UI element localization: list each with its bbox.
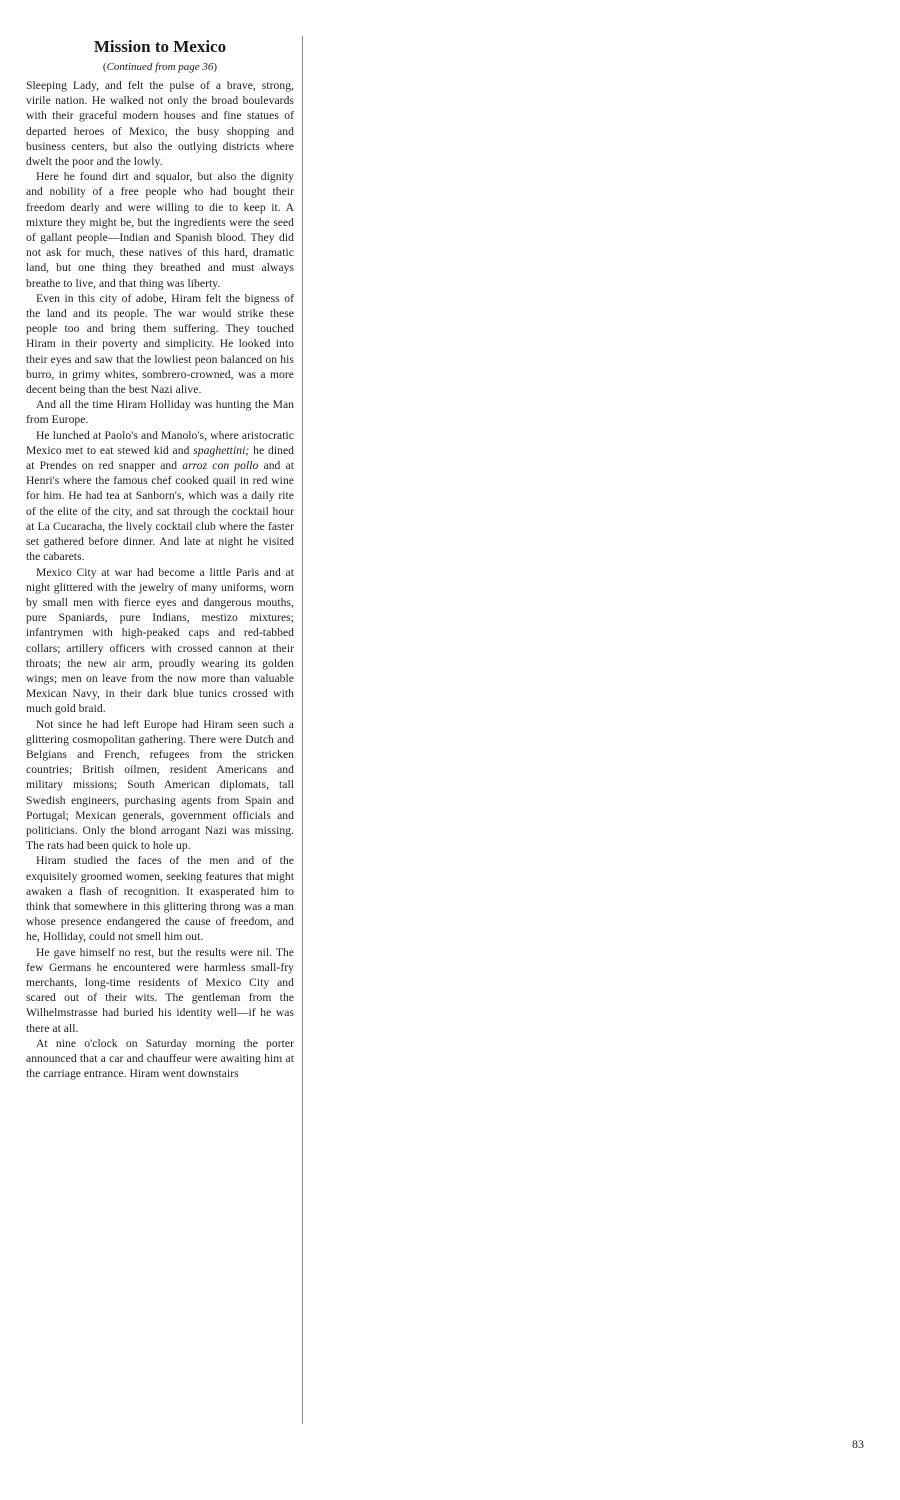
paragraph-text: Sleeping Lady, and felt the pulse of a brave, strong, virile nation. He walked not only the broad boulevards with their graceful modern houses and fine statues of departed heroes of Mexico, the busy shopping and business centers, but also the outlying districts where dwelt the poor and the lowly. bbox=[26, 79, 294, 169]
article-body bbox=[26, 78, 294, 1081]
italic-phrase: spaghettini; bbox=[193, 443, 250, 457]
body-paragraph bbox=[26, 1036, 294, 1082]
article-title: Mission to Mexico bbox=[93, 37, 227, 56]
continued-line bbox=[26, 60, 294, 74]
article-column bbox=[26, 36, 294, 1428]
body-paragraph bbox=[26, 397, 294, 427]
paragraph-text: At nine o'clock on Saturday morning the porter announced that a car and chauffeur were awaiting him at the carriage entrance. Hiram went downstairs bbox=[26, 1036, 294, 1081]
body-paragraph bbox=[26, 717, 294, 854]
body-paragraph bbox=[26, 565, 294, 717]
body-paragraph bbox=[26, 945, 294, 1036]
continued-open-paren: ( bbox=[102, 61, 107, 73]
continued-note: Continued from page 36 bbox=[106, 61, 214, 73]
continued-close-paren: ) bbox=[213, 61, 218, 73]
body-paragraph bbox=[26, 169, 294, 291]
paragraph-text: And all the time Hiram Holliday was hunting the Man from Europe. bbox=[26, 398, 294, 427]
paragraph-text: he dined at Prendes on red snapper and bbox=[26, 443, 294, 473]
page-number: 83 bbox=[852, 1437, 864, 1451]
paragraph-text: Even in this city of adobe, Hiram felt the bigness of the land and its people. The war would strike these people too and bring them suffering. They touched Hiram in their poverty and simplicity. He looked into their eyes and saw that the lowliest peon balanced on his burro, in grimy whites, sombrero-crowned, was a more decent being than the best Nazi alive. bbox=[26, 291, 294, 397]
paragraph-text: Not since he had left Europe had Hiram seen such a glittering cosmopolitan gathering. There were Dutch and Belgians and French, refugees from the stricken countries; British oilmen, resident Americans and military missions; South American diplomats, tall Swedish engineers, purchasing agents from Spain and Portugal; Mexican generals, government officials and politicians. Only the blond arrogant Nazi was missing. The rats had been quick to hole up. bbox=[26, 717, 294, 853]
body-paragraph bbox=[26, 78, 294, 169]
paragraph-text: He gave himself no rest, but the results were nil. The few Germans he encountered were harmless small-fry merchants, long-time residents of Mexico City and scared out of their wits. The gentleman from the Wilhelmstrasse had buried his identity well—if he was there at all. bbox=[26, 945, 294, 1035]
body-paragraph bbox=[26, 853, 294, 944]
paragraph-text: Here he found dirt and squalor, but also the dignity and nobility of a free people who had bought their freedom dearly and were willing to die to keep it. A mixture they might be, but the ingredients were the seed of gallant people—Indian and Spanish blood. They did not ask for much, these natives of this hard, dramatic land, but one thing they breathed and must always breathe to live, and that thing was liberty. bbox=[26, 170, 294, 290]
body-paragraph bbox=[26, 291, 294, 397]
italic-phrase: arroz con pollo bbox=[182, 459, 259, 473]
column-rule bbox=[302, 36, 303, 1424]
paragraph-text: and at Henri's where the famous chef cooked quail in red wine for him. He had tea at Sanborn's, which was a daily rite of the elite of the city, and sat through the cocktail hour at La Cucaracha, the lively cocktail club where the faster set gathered before dinner. And late at night he visited the cabarets. bbox=[26, 459, 294, 564]
paragraph-text: He lunched at Paolo's and Manolo's, where aristocratic Mexico met to eat stewed kid and bbox=[26, 428, 294, 457]
paragraph-text: Hiram studied the faces of the men and of the exquisitely groomed women, seeking features that might awaken a flash of recognition. It exasperated him to think that somewhere in this glittering throng was a man whose presence endangered the cause of freedom, and he, Holliday, could not smell him out. bbox=[26, 854, 294, 944]
body-paragraph bbox=[26, 428, 294, 565]
paragraph-text: Mexico City at war had become a little Paris and at night glittered with the jewelry of many uniforms, worn by small men with fierce eyes and dangerous mouths, pure Spaniards, pure Indians, mestizo mixtures; infantrymen with high-peaked caps and red-tabbed collars; artillery officers with crossed cannon at their throats; the new air arm, proudly wearing its golden wings; men on leave from the now more than valuable Mexican Navy, in their dark blue tunics crossed with much gold braid. bbox=[26, 565, 294, 716]
